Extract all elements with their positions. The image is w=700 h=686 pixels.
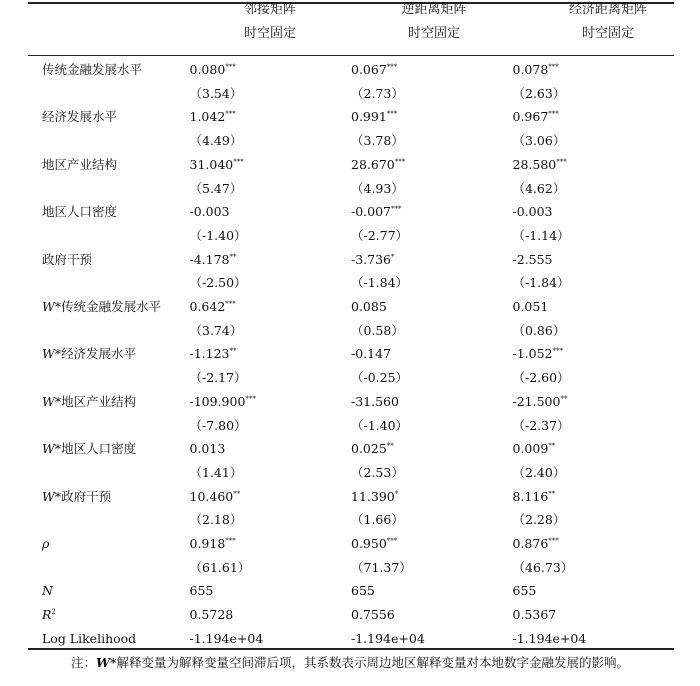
coefficient-cell: -1.052*** [512, 346, 564, 362]
variable-label: 地区人口密度 [42, 204, 118, 220]
t-stat-cell: （4.49） [189, 133, 243, 149]
coefficient-cell: -0.147 [351, 346, 392, 362]
stat-value: 655 [189, 583, 214, 599]
coef-row [28, 58, 674, 82]
coefficient-cell: -0.003 [512, 204, 553, 220]
t-stat-cell: （-1.84） [512, 275, 570, 291]
significance-stars: *** [394, 157, 406, 166]
significance-stars: *** [548, 110, 559, 119]
t-stat-row [28, 556, 674, 580]
stat-value: -1.194e+04 [351, 630, 425, 646]
coef-row [28, 485, 674, 509]
coefficient-cell: 10.460** [189, 488, 241, 504]
coef-row [28, 200, 674, 224]
coefficient-cell: -0.003 [189, 204, 230, 220]
t-stat-row [28, 366, 674, 390]
t-stat-row [28, 461, 674, 485]
column-header-3: 经济距离矩阵 时空固定 [568, 2, 647, 41]
t-stat-cell: （2.40） [512, 464, 566, 480]
t-stat-row [28, 271, 674, 295]
t-stat-cell: （-1.40） [189, 227, 247, 243]
variable-label: 传统金融发展水平 [42, 62, 143, 77]
t-stat-cell: （4.62） [512, 180, 566, 196]
t-stat-cell: （2.28） [512, 512, 566, 528]
coefficient-cell: -21.500** [512, 393, 568, 409]
coefficient-cell: -3.736* [351, 251, 395, 267]
t-stat-cell: （0.58） [351, 322, 404, 338]
significance-stars: * [391, 252, 395, 261]
stat-value: 0.7556 [351, 607, 395, 623]
column-header-1: 邻接矩阵 时空固定 [243, 2, 296, 41]
t-stat-cell: （-2.17） [189, 370, 247, 386]
coefficient-cell: 0.918*** [189, 536, 236, 552]
coefficient-cell: 0.085 [351, 299, 387, 315]
coefficient-cell: -109.900*** [189, 393, 256, 409]
coefficient-cell: 0.991*** [351, 109, 398, 125]
t-stat-cell: （-2.60） [512, 370, 570, 386]
coefficient-cell: 0.025** [351, 441, 394, 457]
coefficient-cell: -31.560 [351, 393, 399, 409]
coefficient-cell: 8.116** [512, 488, 556, 504]
significance-stars: *** [245, 394, 256, 403]
coefficient-cell: 0.078*** [512, 62, 559, 77]
significance-stars: *** [233, 157, 244, 166]
coefficient-cell: -2.555 [512, 251, 553, 267]
t-stat-row [28, 82, 674, 106]
coefficient-cell: 0.080*** [189, 62, 236, 77]
t-stat-cell: （3.74） [189, 322, 243, 338]
coef-row [28, 248, 674, 272]
t-stat-cell: （3.06） [512, 133, 566, 149]
t-stat-cell: （-2.50） [189, 275, 247, 291]
significance-stars: ** [233, 489, 241, 498]
spacer-row [28, 48, 674, 58]
t-stat-cell: （0.86） [512, 322, 566, 338]
significance-stars: ** [560, 394, 568, 403]
coef-row [28, 342, 674, 366]
significance-stars: * [394, 489, 399, 498]
stat-label: $R^2$ [42, 607, 56, 623]
coef-row [28, 390, 674, 414]
stat-value: 655 [512, 583, 537, 599]
stat-value: -1.194e+04 [189, 630, 264, 646]
stat-row [28, 603, 674, 627]
significance-stars: ** [229, 252, 237, 261]
variable-label: W*地区产业结构 [42, 393, 137, 409]
t-stat-cell: （-2.77） [351, 227, 409, 243]
coefficient-cell: 1.042*** [189, 109, 236, 125]
significance-stars: ** [548, 489, 556, 498]
significance-stars: *** [386, 110, 398, 119]
t-stat-cell: （-1.14） [512, 227, 570, 243]
significance-stars: *** [556, 157, 567, 166]
stat-label: N [42, 583, 53, 599]
significance-stars: *** [386, 63, 398, 71]
t-stat-cell: （61.61） [189, 559, 251, 575]
t-stat-row [28, 177, 674, 201]
significance-stars: *** [386, 537, 398, 546]
significance-stars: *** [225, 300, 236, 309]
significance-stars: *** [548, 537, 559, 546]
t-stat-cell: （-1.40） [351, 417, 409, 433]
t-stat-cell: （3.54） [189, 85, 243, 101]
coefficient-cell: 28.580*** [512, 156, 567, 172]
t-stat-cell: （-0.25） [351, 370, 409, 386]
t-stat-row [28, 224, 674, 248]
t-stat-cell: （-1.84） [351, 275, 409, 291]
significance-stars: *** [391, 205, 402, 214]
variable-label: ρ [42, 536, 50, 552]
coefficient-cell: 28.670*** [351, 156, 406, 172]
t-stat-cell: （5.47） [189, 180, 243, 196]
stat-row [28, 579, 674, 603]
coef-row [28, 532, 674, 556]
t-stat-cell: （1.41） [189, 464, 243, 480]
variable-label: W*政府干预 [42, 488, 112, 504]
table-note: 注：W*解释变量为解释变量空间滞后项，其系数表示周边地区解释变量对本地数字金融发展的影响。 [70, 655, 630, 670]
significance-stars: *** [225, 63, 236, 71]
coefficient-cell: 0.067*** [351, 62, 398, 77]
variable-label: W*传统金融发展水平 [42, 299, 162, 315]
significance-stars: ** [386, 442, 394, 451]
t-stat-cell: （-2.37） [512, 417, 570, 433]
variable-label: 经济发展水平 [42, 109, 118, 125]
coefficient-cell: 0.642*** [189, 299, 236, 315]
t-stat-cell: （46.73） [512, 559, 574, 575]
variable-label: 政府干预 [42, 251, 93, 267]
significance-stars: *** [225, 537, 236, 546]
coefficient-cell: 0.013 [189, 441, 226, 457]
significance-stars: *** [548, 63, 559, 71]
coef-row [28, 105, 674, 129]
t-stat-row [28, 319, 674, 343]
coefficient-cell: -0.007*** [351, 204, 402, 220]
t-stat-cell: （71.37） [351, 559, 412, 575]
variable-label: W*地区人口密度 [42, 441, 137, 457]
coefficient-cell: 0.950*** [351, 536, 398, 552]
bottom-rule [28, 648, 674, 650]
significance-stars: ** [229, 347, 237, 356]
coefficient-cell: 31.040*** [189, 156, 244, 172]
coefficient-cell: 0.967*** [512, 109, 559, 125]
t-stat-cell: （2.63） [512, 85, 566, 101]
t-stat-cell: （2.53） [351, 464, 404, 480]
stat-value: 0.5728 [189, 607, 234, 623]
t-stat-row [28, 129, 674, 153]
significance-stars: ** [548, 442, 556, 451]
t-stat-cell: （1.66） [351, 512, 404, 528]
t-stat-row [28, 508, 674, 532]
stat-value: 655 [351, 583, 375, 599]
stat-label: Log Likelihood [42, 630, 137, 646]
t-stat-cell: （-7.80） [189, 417, 247, 433]
coefficient-cell: -4.178** [189, 251, 237, 267]
column-header-2: 逆距离矩阵 时空固定 [401, 2, 467, 41]
coef-row [28, 437, 674, 461]
coefficient-cell: -1.123** [189, 346, 237, 362]
coefficient-cell: 11.390* [351, 488, 399, 504]
coefficient-cell: 0.876*** [512, 536, 559, 552]
t-stat-cell: （2.73） [351, 85, 404, 101]
variable-label: 地区产业结构 [42, 156, 118, 172]
significance-stars: *** [225, 110, 236, 119]
significance-stars: *** [552, 347, 564, 356]
coef-row [28, 295, 674, 319]
t-stat-cell: （4.93） [351, 180, 404, 196]
t-stat-cell: （3.78） [351, 133, 404, 149]
coefficient-cell: 0.051 [512, 299, 549, 315]
regression-table [28, 48, 674, 651]
stat-value: 0.5367 [512, 607, 557, 623]
coef-row [28, 153, 674, 177]
t-stat-row [28, 414, 674, 438]
variable-label: W*经济发展水平 [42, 346, 137, 362]
coefficient-cell: 0.009** [512, 441, 556, 457]
stat-value: -1.194e+04 [512, 630, 587, 646]
t-stat-cell: （2.18） [189, 512, 243, 528]
